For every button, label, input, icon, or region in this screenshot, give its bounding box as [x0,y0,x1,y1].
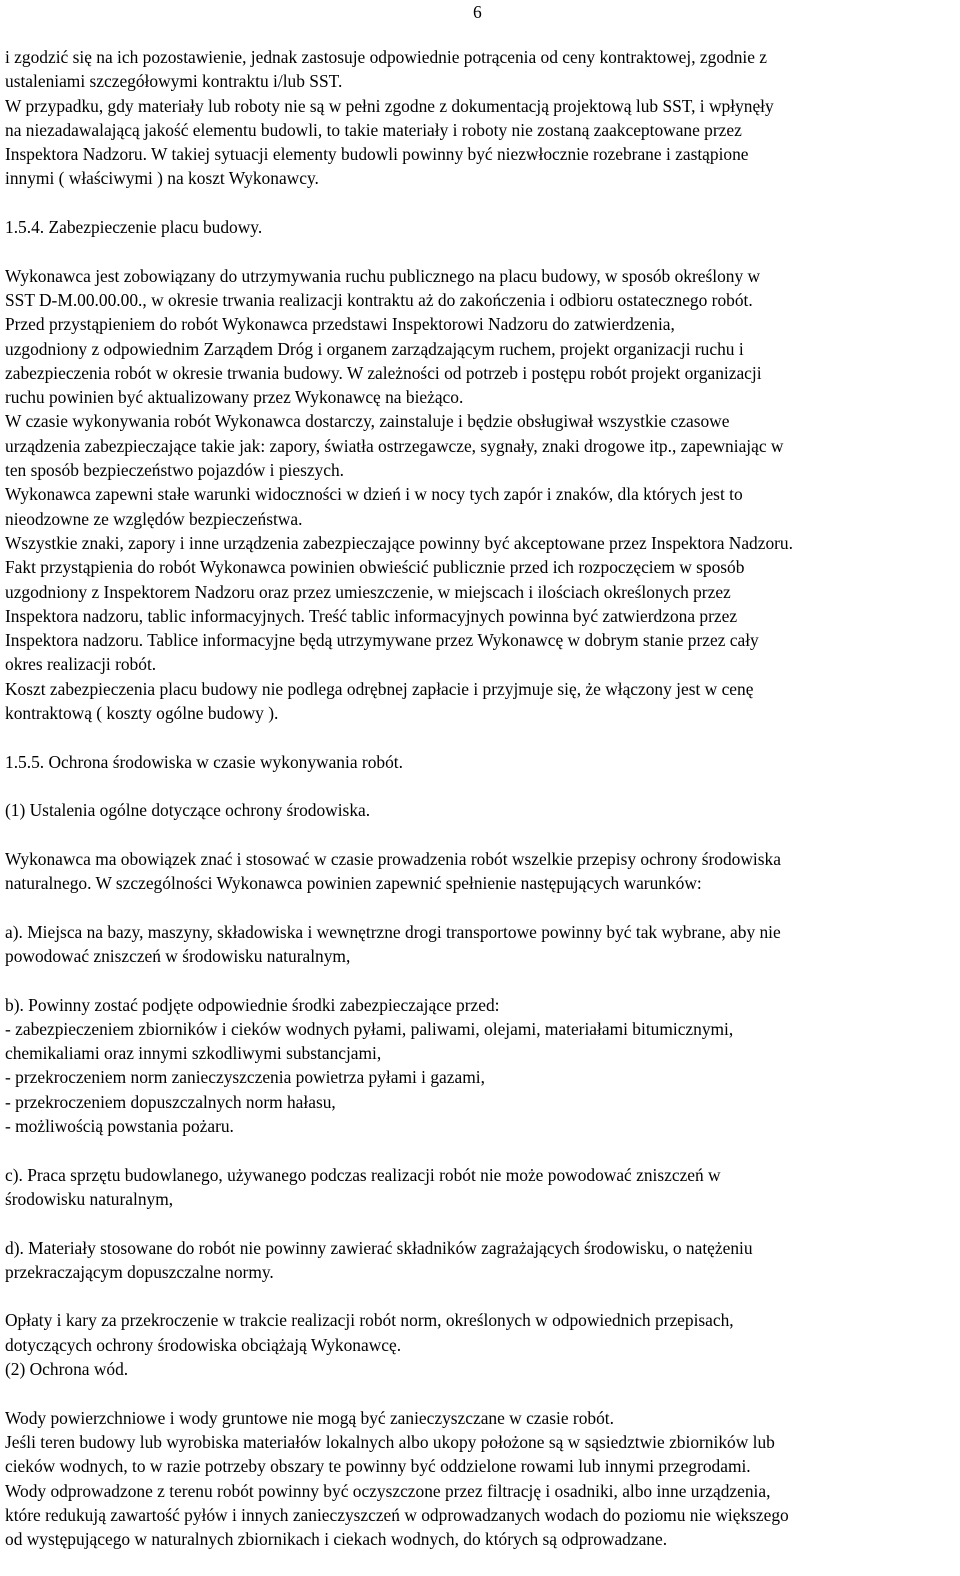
text-line: zabezpieczenia robót w okresie trwania budowy. W zależności od potrzeb i postępu robót projekt organizacji [5,362,762,383]
text-line: ustaleniami szczegółowymi kontraktu i/lub SST. [5,71,343,92]
text-line: Wykonawca zapewni stałe warunki widoczności w dzień i w nocy tych zapór i znaków, dla których jest to [5,484,743,505]
blank-line [5,239,955,263]
text-line: Przed przystąpieniem do robót Wykonawca przedstawi Inspektorowi Nadzoru do zatwierdzenia, [5,314,675,335]
text-line: Wykonawca ma obowiązek znać i stosować w czasie prowadzenia robót wszelkie przepisy ochrony środowiska [5,848,781,869]
text-line: uzgodniony z Inspektorem Nadzoru oraz przez umieszczenie, w miejscach i ilościach określonych przez [5,581,731,602]
text-line: innymi ( właściwymi ) na koszt Wykonawcy. [5,168,319,189]
text-line: środowisku naturalnym, [5,1188,174,1209]
text-line: cieków wodnych, to w razie potrzeby obszary te powinny być oddzielone rowami lub innymi przegrodami. [5,1456,751,1477]
text-line: Koszt zabezpieczenia placu budowy nie podlega odrębnej zapłacie i przyjmuje się, że włączony jest w cenę [5,678,754,699]
text-line: - zabezpieczeniem zbiorników i cieków wodnych pyłami, paliwami, olejami, materiałami bitumicznymi, [5,1018,734,1039]
text-line: ruchu powinien być aktualizowany przez Wykonawcę na bieżąco. [5,387,464,408]
text-line: (2) Ochrona wód. [5,1359,129,1380]
blank-line [5,968,955,992]
text-line: - przekroczeniem dopuszczalnych norm hałasu, [5,1091,336,1112]
text-line: 1.5.4. Zabezpieczenie placu budowy. [5,217,263,238]
text-line: Inspektora Nadzoru. W takiej sytuacji elementy budowli powinny być niezwłocznie rozebrane i zastąpione [5,144,749,165]
text-line: nieodzowne ze względów bezpieczeństwa. [5,508,303,529]
text-line: - przekroczeniem norm zanieczyszczenia powietrza pyłami i gazami, [5,1067,485,1088]
text-line: Wody powierzchniowe i wody gruntowe nie mogą być zanieczyszczane w czasie robót. [5,1407,614,1428]
blank-line [5,1381,955,1405]
blank-line [5,725,955,749]
text-line: Jeśli teren budowy lub wyrobiska materiałów lokalnych albo ukopy położone są w sąsiedztwie zbiorników lub [5,1431,775,1452]
text-line: które redukują zawartość pyłów i innych zanieczyszczeń w odprowadzanych wodach do poziomu nie większego [5,1504,789,1525]
text-line: dotyczących ochrony środowiska obciążają Wykonawcę. [5,1334,402,1355]
text-line: okres realizacji robót. [5,654,157,675]
text-line: przekraczającym dopuszczalne normy. [5,1261,274,1282]
text-line: Fakt przystąpienia do robót Wykonawca powinien obwieścić publicznie przed ich rozpoczęciem w sposób [5,557,745,578]
page-number: 6 [473,2,482,22]
text-line: urządzenia zabezpieczające takie jak: zapory, światła ostrzegawcze, sygnały, znaki drogowe itp., zapewniając w [5,435,784,456]
text-line: Inspektora nadzoru, tablic informacyjnych. Treść tablic informacyjnych powinna być zatwierdzona przez [5,605,738,626]
text-line: a). Miejsca na bazy, maszyny, składowiska i wewnętrzne drogi transportowe powinny być tak wybrane, aby nie [5,921,781,942]
blank-line [5,1211,955,1235]
blank-line [5,1138,955,1162]
blank-line [5,823,955,847]
text-line: Wszystkie znaki, zapory i inne urządzenia zabezpieczające powinny być akceptowane przez Inspektora Nadzoru. [5,532,793,553]
text-line: Wody odprowadzone z terenu robót powinny być oczyszczone przez filtrację i osadniki, albo inne urządzenia, [5,1480,771,1501]
text-line: 1.5.5. Ochrona środowiska w czasie wykonywania robót. [5,751,403,772]
blank-line [5,895,955,919]
text-line: W przypadku, gdy materiały lub roboty nie są w pełni zgodne z dokumentacją projektową lub SST, i wpłynęły [5,95,774,116]
text-line: uzgodniony z odpowiednim Zarządem Dróg i organem zarządzającym ruchem, projekt organizacji ruchu i [5,338,744,359]
text-line: Inspektora nadzoru. Tablice informacyjne będą utrzymywane przez Wykonawcę w dobrym stanie przez cały [5,630,759,651]
text-line: powodować zniszczeń w środowisku naturalnym, [5,945,351,966]
text-line: od występującego w naturalnych zbiornikach i ciekach wodnych, do których są odprowadzane. [5,1529,668,1550]
text-line: ten sposób bezpieczeństwo pojazdów i pieszych. [5,460,345,481]
text-line: b). Powinny zostać podjęte odpowiednie środki zabezpieczające przed: [5,994,500,1015]
text-line: d). Materiały stosowane do robót nie powinny zawierać składników zagrażających środowisku, o natężeniu [5,1237,753,1258]
text-line: (1) Ustalenia ogólne dotyczące ochrony środowiska. [5,800,371,821]
document-body [5,45,955,1551]
text-line: kontraktową ( koszty ogólne budowy ). [5,703,279,724]
blank-line [5,191,955,215]
blank-line [5,774,955,798]
text-line: SST D-M.00.00.00., w okresie trwania realizacji kontraktu aż do zakończenia i odbioru ostatecznego robót. [5,289,753,310]
text-line: Opłaty i kary za przekroczenie w trakcie realizacji robót norm, określonych w odpowiednich przepisach, [5,1310,734,1331]
text-line: Wykonawca jest zobowiązany do utrzymywania ruchu publicznego na placu budowy, w sposób określony w [5,265,761,286]
text-line: i zgodzić się na ich pozostawienie, jednak zastosuje odpowiednie potrącenia od ceny kontraktowej, zgodnie z [5,47,768,67]
text-line: c). Praca sprzętu budowlanego, używanego podczas realizacji robót nie może powodować zniszczeń w [5,1164,721,1185]
text-line: W czasie wykonywania robót Wykonawca dostarczy, zainstaluje i będzie obsługiwał wszystkie czasowe [5,411,730,432]
blank-line [5,1284,955,1308]
text-line: - możliwością powstania pożaru. [5,1116,234,1137]
text-line: chemikaliami oraz innymi szkodliwymi substancjami, [5,1043,382,1064]
text-line: naturalnego. W szczególności Wykonawca powinien zapewnić spełnienie następujących warunków: [5,873,702,894]
text-line: na niezadawalającą jakość elementu budowli, to takie materiały i roboty nie zostaną zaakceptowane przez [5,119,742,140]
